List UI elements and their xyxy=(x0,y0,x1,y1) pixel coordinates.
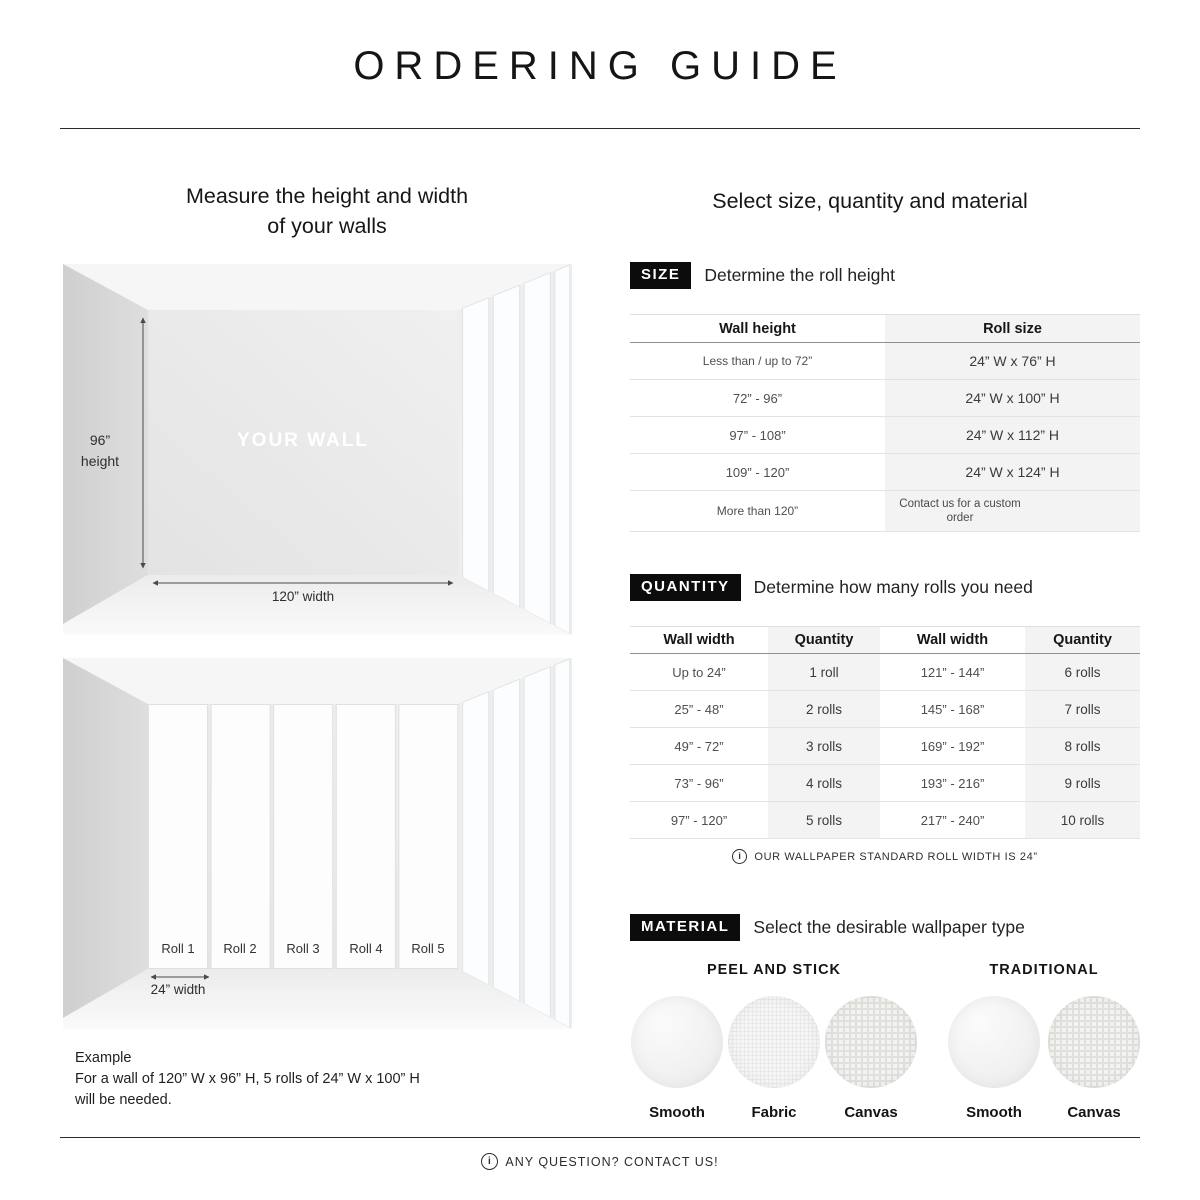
size-chip: SIZE xyxy=(630,262,691,289)
quantity-table-row xyxy=(630,728,1140,765)
example-line1: For a wall of 120” W x 96” H, 5 rolls of 24” W x 100” H xyxy=(75,1071,420,1087)
size-table-header xyxy=(630,314,1140,343)
quantity-cell: 10 rolls xyxy=(1060,812,1105,828)
quantity-cell: 1 roll xyxy=(809,664,839,680)
swatch-label: Smooth xyxy=(966,1104,1022,1121)
size-table-row xyxy=(630,417,1140,454)
room-illustration-rolls xyxy=(63,658,572,1029)
quantity-caption: Determine how many rolls you need xyxy=(753,576,1033,597)
quantity-table-row xyxy=(630,691,1140,728)
wall-height-cell: Less than / up to 72” xyxy=(702,354,813,368)
quantity-cell: 6 rolls xyxy=(1064,664,1101,680)
size-table-row xyxy=(630,454,1140,491)
wall-width-cell: 25” - 48” xyxy=(674,701,724,717)
left-wall xyxy=(63,658,148,1018)
peel-and-stick-heading: PEEL AND STICK xyxy=(706,962,842,978)
material-caption: Select the desirable wallpaper type xyxy=(753,916,1025,937)
contact-note: ANY QUESTION? CONTACT US! xyxy=(505,1154,719,1169)
size-table-row xyxy=(630,343,1140,380)
wall-height-word: height xyxy=(80,453,120,469)
roll-size-cell: Contact us for a custom order xyxy=(899,498,1021,524)
quantity-table-header xyxy=(630,626,1140,654)
swatch-label: Canvas xyxy=(844,1104,898,1121)
example-title: Example xyxy=(75,1050,132,1066)
size-caption: Determine the roll height xyxy=(704,264,895,285)
left-heading-line1: Measure the height and width xyxy=(185,184,469,208)
swatch-label: Canvas xyxy=(1067,1104,1121,1121)
quantity-table-row xyxy=(630,765,1140,802)
quantity-table-row xyxy=(630,802,1140,839)
swatch-fabric xyxy=(728,996,820,1121)
roll-size-cell: 24” W x 76” H xyxy=(969,353,1056,369)
wallpaper-roll-panels xyxy=(149,705,458,969)
quantity-cell: 7 rolls xyxy=(1064,701,1101,717)
roll-width-label: 24” width xyxy=(150,982,206,997)
info-icon xyxy=(732,849,747,864)
peel-and-stick-group xyxy=(629,962,919,1121)
roll-width-note xyxy=(630,849,1140,864)
wall-width-column-header: Wall width xyxy=(916,632,989,648)
footer xyxy=(0,1153,1200,1170)
wall-width-cell: 49” - 72” xyxy=(674,738,724,754)
top-divider xyxy=(60,128,1140,129)
wall-height-cell: 109” - 120” xyxy=(725,464,790,480)
wall-width-cell: 97” - 120” xyxy=(670,812,728,828)
wall-width-cell: 145” - 168” xyxy=(920,701,985,717)
wall-height-cell: More than 120” xyxy=(716,504,799,518)
wall-width-cell: 193” - 216” xyxy=(920,775,985,791)
canvas-texture-icon xyxy=(1048,996,1140,1088)
bottom-divider xyxy=(60,1137,1140,1138)
quantity-table xyxy=(630,626,1140,839)
example-note xyxy=(75,1048,555,1111)
roll-size-column-header: Roll size xyxy=(983,320,1042,337)
room-drawing xyxy=(63,658,572,1029)
quantity-section-head xyxy=(630,574,1033,601)
wall-width-column-header: Wall width xyxy=(663,632,735,648)
swatch-canvas xyxy=(1048,996,1140,1121)
wall-width-cell: Up to 24” xyxy=(672,664,726,680)
wall-height-cell: 97” - 108” xyxy=(729,427,786,443)
quantity-cell: 9 rolls xyxy=(1064,775,1101,791)
wall-width-cell: 169” - 192” xyxy=(920,738,985,754)
quantity-column-header: Quantity xyxy=(794,632,854,648)
quantity-column-header: Quantity xyxy=(1053,632,1112,648)
swatch-label: Smooth xyxy=(649,1104,705,1121)
smooth-texture-icon xyxy=(948,996,1040,1088)
size-table-row xyxy=(630,491,1140,532)
material-section-head xyxy=(630,914,1025,941)
roll-size-cell: 24” W x 124” H xyxy=(965,464,1060,480)
quantity-cell: 8 rolls xyxy=(1064,738,1101,754)
wall-height-value: 96” xyxy=(89,432,111,448)
left-heading-line2: of your walls xyxy=(267,214,387,238)
size-table xyxy=(630,314,1140,532)
quantity-cell: 3 rolls xyxy=(805,738,842,754)
wall-height-cell: 72” - 96” xyxy=(732,390,783,406)
quantity-chip: QUANTITY xyxy=(630,574,741,601)
size-table-row xyxy=(630,380,1140,417)
roll-size-cell: 24” W x 112” H xyxy=(965,427,1060,443)
size-section-head xyxy=(630,262,895,289)
canvas-texture-icon xyxy=(825,996,917,1088)
fabric-texture-icon xyxy=(728,996,820,1088)
swatch-canvas xyxy=(825,996,917,1121)
roll-5-label: Roll 5 xyxy=(411,941,445,956)
roll-2-label: Roll 2 xyxy=(223,941,257,956)
smooth-texture-icon xyxy=(631,996,723,1088)
roll-3-label: Roll 3 xyxy=(286,941,320,956)
info-icon xyxy=(481,1153,498,1170)
traditional-swatches xyxy=(948,996,1140,1121)
quantity-cell: 5 rolls xyxy=(805,812,842,828)
wall-width-cell: 73” - 96” xyxy=(674,775,724,791)
right-column-heading: Select size, quantity and material xyxy=(712,189,1028,213)
quantity-cell: 4 rolls xyxy=(805,775,842,791)
material-chip: MATERIAL xyxy=(630,914,740,941)
quantity-cell: 2 rolls xyxy=(805,701,842,717)
swatch-smooth xyxy=(948,996,1040,1121)
wall-height-label xyxy=(71,430,129,472)
swatch-smooth xyxy=(631,996,723,1121)
roll-4-label: Roll 4 xyxy=(349,941,383,956)
wall-height-column-header: Wall height xyxy=(719,320,796,337)
wall-width-label: 120” width xyxy=(271,589,335,604)
wall-width-cell: 217” - 240” xyxy=(920,812,985,828)
traditional-heading: TRADITIONAL xyxy=(989,962,1099,978)
room-illustration-measure xyxy=(63,264,572,635)
traditional-group xyxy=(944,962,1144,1121)
quantity-table-row xyxy=(630,654,1140,691)
roll-width-note-text: OUR WALLPAPER STANDARD ROLL WIDTH IS 24” xyxy=(754,850,1038,863)
peel-and-stick-swatches xyxy=(631,996,917,1121)
swatch-label: Fabric xyxy=(751,1104,797,1121)
page-title: ORDERING GUIDE xyxy=(353,44,847,88)
wall-width-cell: 121” - 144” xyxy=(920,664,985,680)
left-column-heading xyxy=(77,181,577,241)
roll-size-cell: 24” W x 100” H xyxy=(965,390,1060,406)
roll-1-label: Roll 1 xyxy=(161,941,195,956)
your-wall-label: YOUR WALL xyxy=(237,430,369,451)
example-line2: will be needed. xyxy=(75,1092,172,1108)
